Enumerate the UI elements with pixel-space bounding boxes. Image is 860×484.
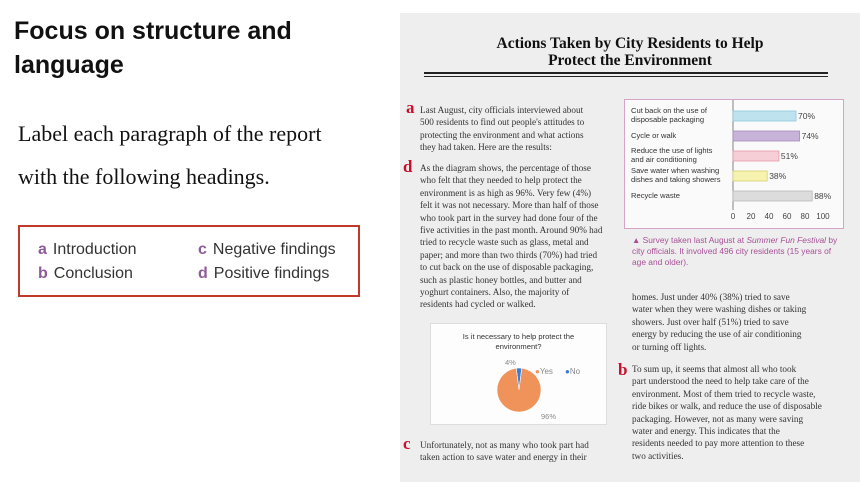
text-line: 500 residents to find out people's attitudes to xyxy=(420,117,585,128)
text-line: five activities in the past month. Around 90% had xyxy=(420,225,603,236)
text-line: water and energy. This indicates that the xyxy=(632,426,780,437)
pie-value-label: 4% xyxy=(505,358,516,367)
option-text: Negative findings xyxy=(212,241,336,258)
paragraph-c xyxy=(420,439,625,464)
bar-category-label-line: Cut back on the use of xyxy=(631,106,707,116)
bar-category-label-line: Save water when washing xyxy=(631,166,720,176)
text-line: part understood the need to help take care of the xyxy=(632,376,809,387)
bar-category-label-line: Cycle or walk xyxy=(631,130,677,140)
bar-category-label-line: Reduce the use of lights xyxy=(631,146,713,156)
text-line: who took part in the survey had done four of the xyxy=(420,212,598,223)
paragraph-d xyxy=(420,162,625,311)
bar xyxy=(733,171,767,181)
instruction-text xyxy=(18,112,388,198)
x-tick-label: 80 xyxy=(800,212,810,221)
pie-chart-box xyxy=(430,323,607,425)
text-line: packaging. However, not as many were saving xyxy=(632,413,804,424)
text-line: showers. Just over half (51%) tried to save xyxy=(632,316,789,327)
text-line: yoghurt containers. Also, the majority of xyxy=(420,287,570,298)
bar-value-label: 88% xyxy=(814,191,832,201)
x-tick-label: 100 xyxy=(816,212,830,221)
text-line: environment. Most of them tried to recycle waste, xyxy=(632,388,816,399)
text-line: felt it was not necessary. More than half of those xyxy=(420,200,599,211)
headings-options-box xyxy=(18,225,360,297)
caption-text-1: ▲ Survey taken last August at xyxy=(632,235,747,245)
text-line: Unfortunately, not as many who took part had xyxy=(420,440,589,450)
bar-category-label-line: dishes and taking showers xyxy=(631,174,721,184)
paragraph-a xyxy=(420,104,620,154)
text-line: water when they were washing dishes or taking xyxy=(632,304,807,315)
title-rule xyxy=(424,72,828,74)
text-line: or turning off lights. xyxy=(632,341,707,352)
paragraph-c-continued xyxy=(632,291,847,353)
x-tick-label: 20 xyxy=(746,212,756,221)
caption-festival-name: Summer Fun Festival xyxy=(746,235,827,245)
bar-category-label-line: disposable packaging xyxy=(631,114,705,124)
bar-category-label-line: and air conditioning xyxy=(631,154,697,164)
option-text: Positive findings xyxy=(213,265,330,282)
bar xyxy=(733,131,800,141)
slide-heading xyxy=(14,14,374,82)
text-line: energy by reducing the use of air conditioning xyxy=(632,329,802,340)
report-page-image xyxy=(400,13,860,482)
para-label-c: c xyxy=(403,434,411,453)
title-rule-thin xyxy=(424,76,828,77)
legend-label-yes: Yes xyxy=(539,367,553,376)
pie-value-label: 96% xyxy=(541,412,557,421)
bar-category-label-line: Recycle waste xyxy=(631,190,680,200)
text-line: residents needed to pay more attention to these xyxy=(632,438,805,449)
text-line: who felt that they needed to help protect the xyxy=(420,175,582,186)
bar xyxy=(733,111,796,121)
caption-text-2: by city officials. It involved 496 city residents (15 years of age and older). xyxy=(632,235,838,267)
text-line: residents had cycled or walked. xyxy=(420,299,536,310)
chart-caption xyxy=(632,235,844,268)
option-d xyxy=(198,265,329,283)
bar-category-label xyxy=(631,167,721,184)
para-label-b: b xyxy=(618,360,628,379)
report-title-line2: Protect the Environment xyxy=(548,52,712,69)
text-line: paper; and more than two thirds (70%) had tried xyxy=(420,249,598,260)
text-line: they had taken. Here are the results: xyxy=(420,142,552,153)
text-line: ride bikes or walk, and reduce the use of disposable xyxy=(632,401,822,412)
para-label-a: a xyxy=(406,98,415,117)
bar-value-label: 74% xyxy=(801,131,819,141)
pie-chart-title: Is it necessary to help protect the environment? xyxy=(462,332,575,351)
option-letter: d xyxy=(198,265,208,282)
bar-category-label xyxy=(631,107,707,124)
option-text: Conclusion xyxy=(53,265,133,282)
slide-heading-line2: language xyxy=(14,51,124,79)
option-text: Introduction xyxy=(52,241,137,258)
text-line: homes. Just under 40% (38%) tried to save xyxy=(632,292,790,302)
pie-chart-svg xyxy=(431,324,606,424)
instruction-line1: Label each paragraph of the report xyxy=(18,121,322,146)
x-tick-label: 40 xyxy=(764,212,774,221)
option-letter: b xyxy=(38,265,48,282)
bar xyxy=(733,151,779,161)
option-b xyxy=(38,265,133,283)
option-letter: c xyxy=(198,241,207,258)
option-letter: a xyxy=(38,241,47,258)
legend-label-no: No xyxy=(569,367,581,376)
legend-dot-no: ● xyxy=(565,367,570,376)
option-a xyxy=(38,241,137,259)
instruction-line2: with the following headings. xyxy=(18,164,270,189)
text-line: two activities. xyxy=(632,450,684,461)
activities-bar-chart xyxy=(624,99,844,229)
text-line: To sum up, it seems that almost all who took xyxy=(632,364,797,374)
bar-category-label xyxy=(631,192,680,201)
bar-value-label: 51% xyxy=(780,151,798,161)
legend-dot-yes: ● xyxy=(535,367,540,376)
text-line: Last August, city officials interviewed about xyxy=(420,105,584,115)
bar-value-label: 70% xyxy=(798,111,816,121)
paragraph-b xyxy=(632,363,847,462)
bar xyxy=(733,191,812,201)
text-line: environment is as high as 96%. Very few (4%) xyxy=(420,187,592,198)
option-c xyxy=(198,241,336,259)
text-line: such as plastic honey bottles, and butter and xyxy=(420,274,582,285)
bar-category-label xyxy=(631,132,676,141)
x-tick-label: 60 xyxy=(782,212,792,221)
bar-category-label xyxy=(631,147,712,164)
text-line: As the diagram shows, the percentage of those xyxy=(420,163,591,173)
text-line: to cut back on the use of disposable packaging, xyxy=(420,262,594,273)
text-line: tried to recycle waste such as glass, metal and xyxy=(420,237,589,248)
report-title xyxy=(400,35,860,69)
x-tick-label: 0 xyxy=(730,212,736,221)
bar-value-label: 38% xyxy=(769,171,787,181)
text-line: protecting the environment and what actions xyxy=(420,129,584,140)
text-line: taken action to save water and energy in their xyxy=(420,452,587,463)
slide-heading-line1: Focus on structure and xyxy=(14,17,292,45)
report-title-line1: Actions Taken by City Residents to Help xyxy=(496,35,764,52)
para-label-d: d xyxy=(403,157,413,176)
